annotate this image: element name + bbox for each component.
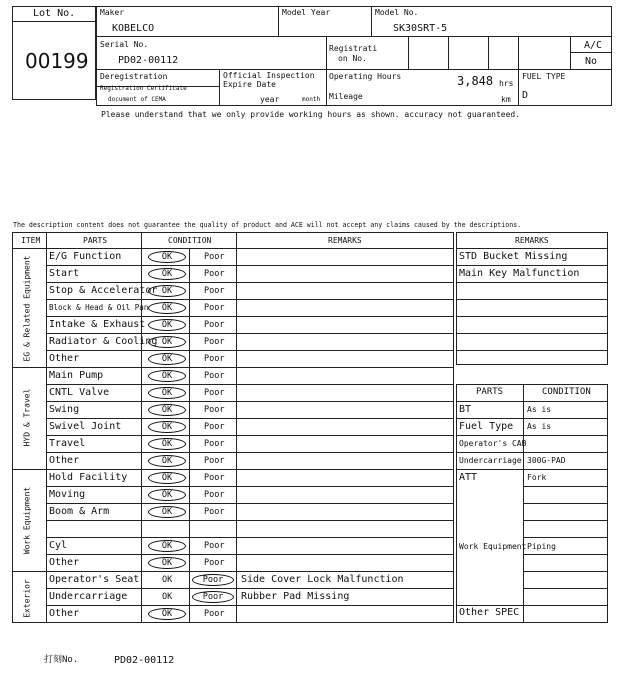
mileage-label: Mileage — [329, 92, 363, 101]
part-name: Main Pump — [49, 370, 104, 381]
condition-ok[interactable]: OK — [162, 592, 173, 602]
remark-text: Rubber Pad Missing — [241, 591, 350, 602]
condition-poor[interactable]: Poor — [204, 337, 225, 347]
part-name: Intake & Exhaust — [49, 319, 146, 330]
registration-certificate-label: Registration Certificate — [100, 85, 187, 92]
group-label-exterior: Exterior — [22, 579, 32, 618]
condition-poor[interactable]: Poor — [192, 591, 234, 603]
right-part-name: BT — [459, 404, 472, 415]
right-part-condition: Fork — [527, 473, 547, 482]
ac-label: A/C — [584, 40, 603, 51]
part-name: Radiator & Cooling — [49, 336, 158, 347]
maker-label: Maker — [100, 8, 125, 17]
condition-ok[interactable]: OK — [148, 557, 186, 569]
part-name: CNTL Valve — [49, 387, 110, 398]
condition-poor[interactable]: Poor — [204, 252, 225, 262]
condition-poor[interactable]: Poor — [204, 405, 225, 415]
right-part-name: Operator's CAB — [459, 439, 527, 448]
condition-ok[interactable]: OK — [148, 438, 186, 450]
right-part-condition: 300G-PAD — [527, 456, 566, 465]
part-name: Other — [49, 353, 80, 364]
condition-poor[interactable]: Poor — [204, 473, 225, 483]
condition-ok[interactable]: OK — [148, 370, 186, 382]
operating-hours-value: 3,848 — [457, 74, 494, 88]
condition-poor[interactable]: Poor — [204, 303, 225, 313]
condition-poor[interactable]: Poor — [204, 286, 225, 296]
condition-poor[interactable]: Poor — [204, 456, 225, 466]
part-name: Other — [49, 455, 80, 466]
part-name: Moving — [49, 489, 86, 500]
condition-ok[interactable]: OK — [148, 387, 186, 399]
condition-ok[interactable]: OK — [148, 472, 186, 484]
inspection-label-1: Official Inspection — [223, 71, 315, 80]
work-equipment-label: Work Equipment — [459, 542, 527, 551]
right-header-remarks: REMARKS — [515, 236, 549, 245]
condition-poor[interactable]: Poor — [204, 371, 225, 381]
right-condition-header: CONDITION — [542, 387, 591, 397]
header-remarks: REMARKS — [328, 236, 362, 245]
month-label: month — [302, 96, 321, 103]
model-no-value: SK30SRT-5 — [393, 23, 448, 34]
condition-poor[interactable]: Poor — [204, 507, 225, 517]
operating-hours-label: Operating Hours — [329, 72, 402, 81]
part-name: Hold Facility — [49, 472, 128, 483]
fuel-type-label: FUEL TYPE — [522, 72, 566, 81]
part-name: Travel — [49, 438, 86, 449]
registration-label-1: Registrati — [329, 44, 378, 53]
condition-poor[interactable]: Poor — [192, 574, 234, 586]
part-name: Swivel Joint — [49, 421, 122, 432]
header-condition: CONDITION — [168, 236, 212, 245]
model-no-label: Model No. — [375, 8, 419, 17]
condition-ok[interactable]: OK — [148, 404, 186, 416]
condition-ok[interactable]: OK — [148, 251, 186, 263]
condition-ok[interactable]: OK — [148, 608, 186, 620]
year-label: year — [260, 95, 280, 104]
part-name: Stop & Accelerator — [49, 285, 158, 296]
maker-value: KOBELCO — [112, 23, 155, 34]
condition-poor[interactable]: Poor — [204, 388, 225, 398]
part-name: Cyl — [49, 540, 68, 551]
condition-ok[interactable]: OK — [162, 575, 173, 585]
deregistration-label: Deregistration — [100, 72, 168, 81]
condition-ok[interactable]: OK — [148, 319, 186, 331]
part-name: Start — [49, 268, 80, 279]
condition-ok[interactable]: OK — [148, 455, 186, 467]
condition-ok[interactable]: OK — [148, 268, 186, 280]
condition-poor[interactable]: Poor — [204, 422, 225, 432]
registration-label-2: on No. — [338, 54, 367, 63]
condition-poor[interactable]: Poor — [204, 439, 225, 449]
condition-poor[interactable]: Poor — [204, 269, 225, 279]
cema-label: document of CEMA — [108, 96, 166, 103]
condition-ok[interactable]: OK — [148, 336, 186, 348]
condition-poor[interactable]: Poor — [204, 354, 225, 364]
condition-ok[interactable]: OK — [148, 353, 186, 365]
part-name: Swing — [49, 404, 80, 415]
remark-text: Side Cover Lock Malfunction — [241, 574, 404, 585]
hrs-unit: hrs — [499, 79, 514, 88]
part-name: Boom & Arm — [49, 506, 110, 517]
condition-poor[interactable]: Poor — [204, 490, 225, 500]
km-unit: km — [501, 95, 511, 104]
right-part-name: ATT — [459, 472, 478, 483]
hours-disclaimer: Please understand that we only provide working hours as shown. accuracy not guaranteed. — [101, 110, 521, 119]
inspection-label-2: Expire Date — [223, 80, 276, 89]
stamp-no-label: 打刻No. — [44, 655, 79, 665]
part-name: E/G Function — [49, 251, 122, 262]
part-name: Undercarriage — [49, 591, 128, 602]
header-item: ITEM — [21, 236, 41, 245]
part-name: Other — [49, 557, 80, 568]
ac-value: No — [585, 56, 598, 67]
part-name: Other — [49, 608, 80, 619]
condition-ok[interactable]: OK — [148, 302, 186, 314]
condition-poor[interactable]: Poor — [204, 320, 225, 330]
lot-label: Lot No. — [33, 8, 76, 19]
right-part-condition: As is — [527, 405, 552, 414]
condition-ok[interactable]: OK — [148, 421, 186, 433]
group-label-hyd: HYD & Travel — [22, 388, 32, 447]
right-part-name: Undercarriage — [459, 456, 522, 465]
condition-ok[interactable]: OK — [148, 285, 186, 297]
description-disclaimer: The description content does not guarantee the quality of product and ACE will not accept any claims caused by the descriptions. — [13, 221, 522, 229]
work-equipment-value: Piping — [527, 542, 556, 551]
condition-ok[interactable]: OK — [148, 489, 186, 501]
right-part-condition: As is — [527, 422, 552, 431]
condition-poor[interactable]: Poor — [204, 609, 225, 619]
header-parts: PARTS — [83, 236, 108, 245]
serial-value: PD02-00112 — [118, 55, 179, 66]
condition-poor[interactable]: Poor — [204, 558, 225, 568]
right-parts-header: PARTS — [476, 387, 504, 397]
part-name: Block & Head & Oil Pan — [49, 303, 149, 312]
right-remark-text: STD Bucket Missing — [459, 251, 568, 262]
lot-number: 00199 — [25, 49, 89, 73]
fuel-type-value: D — [522, 90, 529, 101]
group-label-eg: EG & Related Equipment — [22, 255, 32, 362]
other-spec-label: Other SPEC — [459, 607, 520, 618]
condition-ok[interactable]: OK — [148, 506, 186, 518]
model-year-label: Model Year — [282, 8, 331, 17]
group-label-work: Work Equipment — [22, 486, 32, 555]
right-part-name: Fuel Type — [459, 421, 514, 432]
part-name: Operator's Seat — [49, 574, 140, 585]
serial-label: Serial No. — [100, 40, 149, 49]
right-remark-text: Main Key Malfunction — [459, 268, 580, 279]
stamp-no-value: PD02-00112 — [114, 655, 175, 666]
condition-ok[interactable]: OK — [148, 540, 186, 552]
condition-poor[interactable]: Poor — [204, 541, 225, 551]
